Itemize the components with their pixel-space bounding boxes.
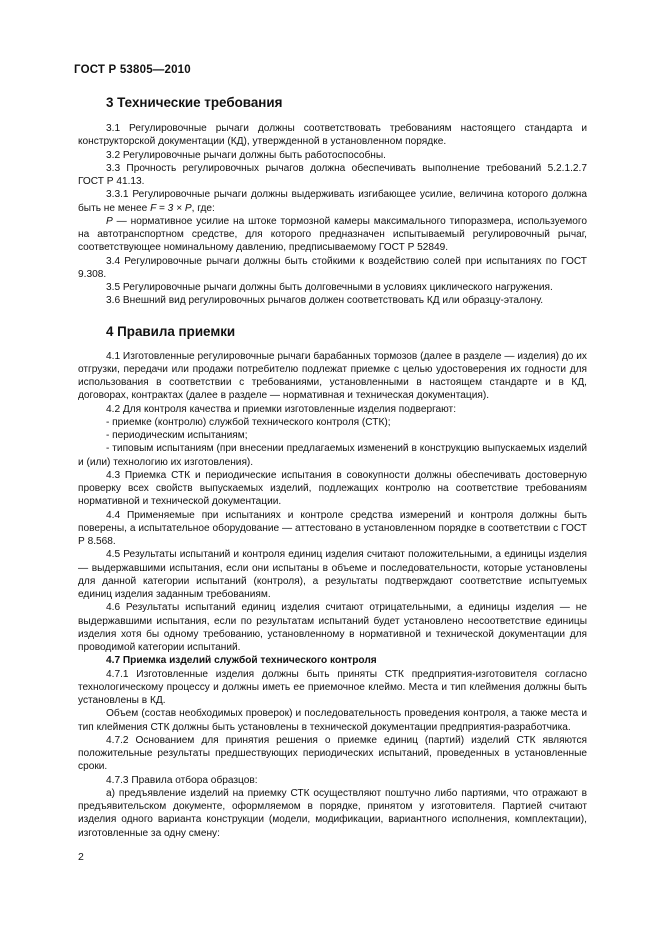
- paragraph-3-3-1-tail: , где:: [191, 202, 215, 214]
- list-item: - периодическим испытаниям;: [106, 430, 248, 441]
- paragraph-4-3: 4.3 Приемка СТК и периодические испытания в совокупности должны обеспечивать достоверную проверку всех свойств выпускаемых изделий, подлежащих контролю на соответствие требованиям нормативной и технической документации.: [78, 469, 587, 508]
- definition-text: — нормативное усилие на штоке тормозной камеры максимального типоразмера, используемого на автотранспортном средстве, для которого предназначен испытываемый регулировочный рычаг, соответствующее номинальному давлению, предписываемому ГОСТ Р 52849.: [78, 215, 587, 254]
- formula: F = 3 × P: [150, 202, 192, 214]
- standard-header: ГОСТ Р 53805—2010: [74, 64, 191, 76]
- paragraph-volume: Объем (состав необходимых проверок) и последовательность проведения контроля, а также места и тип клеймения СТК должны быть установлены в технической документации предприятия-разработчика.: [78, 708, 587, 733]
- paragraph-p-definition: [78, 215, 587, 255]
- paragraph-4-2: 4.2 Для контроля качества и приемки изготовленные изделия подвергают:: [106, 403, 457, 415]
- section-4-heading: 4 Правила приемки: [106, 323, 236, 339]
- paragraph-4-1: 4.1 Изготовленные регулировочные рычаги барабанных тормозов (далее в разделе — изделия) до их отгрузки, передачи или продажи потребителю подлежат приемке с целью удостоверения их годности для использования в соответствии с требованиями, установленными в настоящем стандарте и в КД, договорах, контрактах (далее в разделе — нормативная и техническая документация).: [78, 350, 587, 402]
- paragraph-4-7-2: 4.7.2 Основанием для принятия решения о приемке единиц (партий) изделий СТК являются положительные результаты предшествующих периодических испытаний, проведенных в установленные сроки.: [78, 734, 587, 773]
- section-3-heading: 3 Технические требования: [106, 95, 283, 110]
- paragraph-3-4: 3.4 Регулировочные рычаги должны быть стойкими к воздействию солей при испытаниях по ГОСТ 9.308.: [78, 255, 587, 280]
- paragraph-3-2: 3.2 Регулировочные рычаги должны быть работоспособны.: [106, 149, 386, 161]
- page-number: 2: [78, 851, 84, 863]
- paragraph-3-5: 3.5 Регулировочные рычаги должны быть долговечными в условиях циклического нагружения.: [106, 282, 553, 293]
- page-content: [78, 95, 587, 840]
- paragraph-3-1: 3.1 Регулировочные рычаги должны соответствовать требованиям настоящего стандарта и конструкторской документации (КД), утвержденной в установленном порядке.: [78, 123, 587, 148]
- list-item: - типовым испытаниям (при внесении предлагаемых изменений в конструкцию выпускаемых изделий и (или) технологию их изготовления).: [78, 443, 587, 468]
- paragraph-3-3-1: [78, 188, 587, 215]
- paragraph-4-6: 4.6 Результаты испытаний единиц изделия считают отрицательными, а единицы изделия — не выдержавшими испытания, если по результатам испытаний будет установлено несоответствие единицы изделия хотя бы одному требованию, установленному в нормативной и технической документации для проводимой категории испытаний.: [78, 602, 587, 653]
- paragraph-4-4: 4.4 Применяемые при испытаниях и контроле средства измерений и контроля должны быть поверены, а испытательное оборудование — аттестовано в установленном порядке в соответствии с ГОСТ Р 8.568.: [78, 509, 587, 547]
- paragraph-4-7-1: 4.7.1 Изготовленные изделия должны быть приняты СТК предприятия-изготовителя согласно технологическому процессу и должны иметь ее приемочное клеймо. Места и тип клеймения должны быть установлены в КД.: [78, 668, 587, 706]
- paragraph-3-3: 3.3 Прочность регулировочных рычагов должна обеспечивать выполнение требований 5.2.1.2.7 ГОСТ Р 41.13.: [78, 162, 587, 187]
- list-item: - приемке (контролю) службой технического контроля (СТК);: [106, 416, 391, 428]
- paragraph-3-6: 3.6 Внешний вид регулировочных рычагов должен соответствовать КД или образцу-эталону.: [106, 295, 544, 307]
- subsection-4-7-heading: 4.7 Приемка изделий службой технического контроля: [106, 655, 377, 667]
- paragraph-3-3-1-text: 3.3.1 Регулировочные рычаги должны выдерживать изгибающее усилие, величина которого должна быть не менее: [78, 189, 587, 214]
- variable-p: P: [106, 215, 113, 227]
- paragraph-4-5: 4.5 Результаты испытаний и контроля единиц изделия считают положительными, а единицы изделия — выдержавшими испытания, если они испытаны в объеме и последовательности, которые установлены для данной категории испытаний (контроля), а результаты подтверждают соответствие испытуемых единиц изделия заданным требованиям.: [78, 549, 587, 600]
- paragraph-item-a: а) предъявление изделий на приемку СТК осуществляют поштучно либо партиями, что отражают в предъявительском документе, оформляемом в порядке, принятом у изготовителя. Партией считают изделия одного варианта конструкции (модели, модификации, вариантного исполнения, комплектации), изготовленные за одну смену:: [78, 787, 587, 839]
- paragraph-4-7-3: 4.7.3 Правила отбора образцов:: [106, 774, 258, 786]
